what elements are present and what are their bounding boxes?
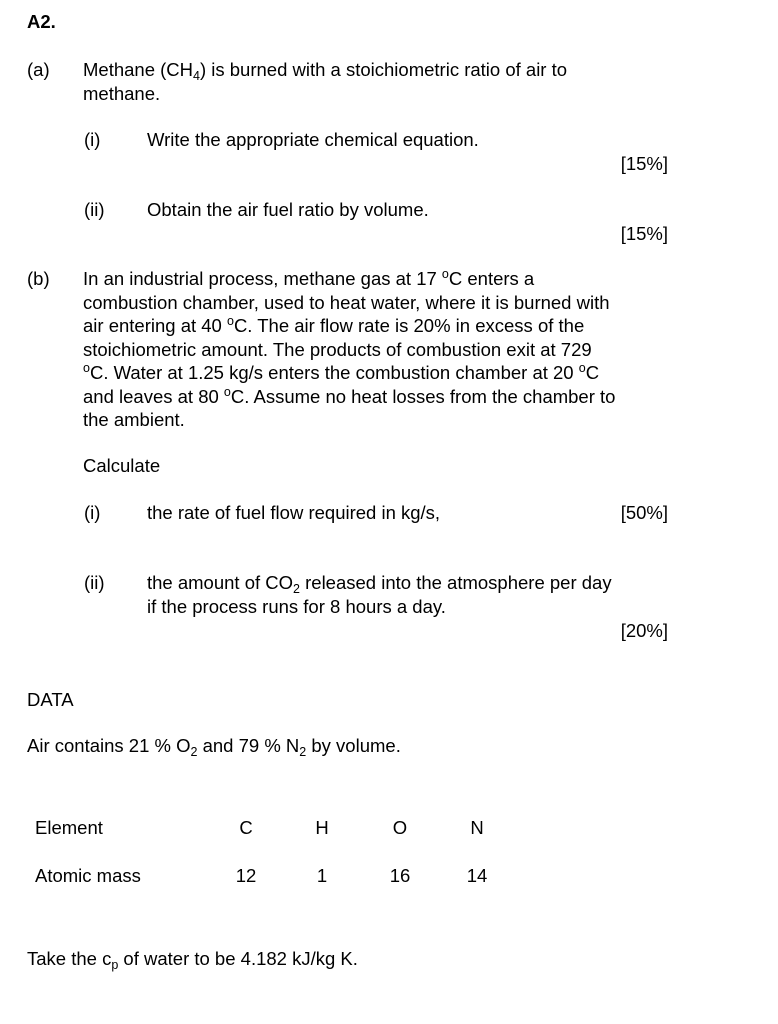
part-b-paragraph bbox=[83, 267, 723, 432]
part-b-para-line: stoichiometric amount. The products of combustion exit at 729 bbox=[83, 338, 592, 360]
air-composition: Air contains 21 % $O_2$ and 79 % $N_2$ by volume. bbox=[27, 735, 401, 759]
part-b-q2-text: the amount of $CO_2$ released into the atmosphere per day if the process runs for 8 hours a day. bbox=[147, 572, 612, 617]
part-b-q1-marks: [50%] bbox=[620, 502, 668, 523]
part-b-q1-label: (i) bbox=[84, 502, 101, 523]
element-o: O bbox=[392, 817, 408, 838]
part-a-label: (a) bbox=[27, 59, 50, 80]
part-a-intro-text: Methane (CH bbox=[83, 59, 194, 80]
part-a-q2-text: Obtain the air fuel ratio by volume. bbox=[147, 199, 429, 220]
mass-n: 14 bbox=[466, 865, 488, 886]
mass-c: 12 bbox=[235, 865, 257, 886]
part-a-q1-label: (i) bbox=[84, 129, 101, 150]
table-row-atomic-mass: Atomic mass bbox=[35, 865, 141, 886]
mass-h: 1 bbox=[316, 865, 328, 886]
part-b-q1-text: the rate of fuel flow required in kg/s, bbox=[147, 502, 441, 523]
table-header-element: Element bbox=[35, 817, 103, 838]
data-title: DATA bbox=[27, 689, 74, 710]
part-a-q1-marks: [15%] bbox=[620, 153, 668, 174]
part-b-para-line: $^o$C. Water at 1.25 kg/s enters the combustion chamber at 20 $^o$C bbox=[83, 361, 600, 383]
part-a-q2-marks: [15%] bbox=[620, 223, 668, 244]
part-b-q2-marks: [20%] bbox=[620, 620, 668, 641]
part-b-para-line: combustion chamber, used to heat water, where it is burned with bbox=[83, 291, 610, 313]
part-b-para-line: In an industrial process, methane gas at 17 $^o$C enters a bbox=[83, 267, 535, 289]
question-heading: A2. bbox=[27, 11, 56, 32]
element-c: C bbox=[239, 817, 253, 838]
part-b-para-line: and leaves at 80 $^o$C. Assume no heat losses from the chamber to bbox=[83, 384, 616, 407]
part-a-q1-text: Write the appropriate chemical equation. bbox=[147, 129, 479, 150]
calculate-label: Calculate bbox=[83, 455, 161, 476]
part-a-intro-text-cont: ) is burned with a stoichiometric ratio of air to bbox=[199, 59, 568, 80]
part-b-q2-label: (ii) bbox=[84, 572, 105, 593]
part-a-intro-subscript: 4 bbox=[193, 69, 200, 83]
part-a-intro-line2: methane. bbox=[83, 82, 161, 104]
mass-o: 16 bbox=[389, 865, 411, 886]
part-a-intro bbox=[83, 58, 703, 105]
part-b-label: (b) bbox=[27, 268, 50, 289]
part-a-q2-label: (ii) bbox=[84, 199, 105, 220]
element-h: H bbox=[315, 817, 329, 838]
element-n: N bbox=[470, 817, 484, 838]
part-b-para-line: the ambient. bbox=[83, 409, 185, 430]
specific-heat-note: Take the $c_p$ of water to be 4.182 kJ/kg K. bbox=[27, 948, 358, 972]
part-b-para-line: air entering at 40 $^o$C. The air flow rate is 20% in excess of the bbox=[83, 314, 585, 336]
